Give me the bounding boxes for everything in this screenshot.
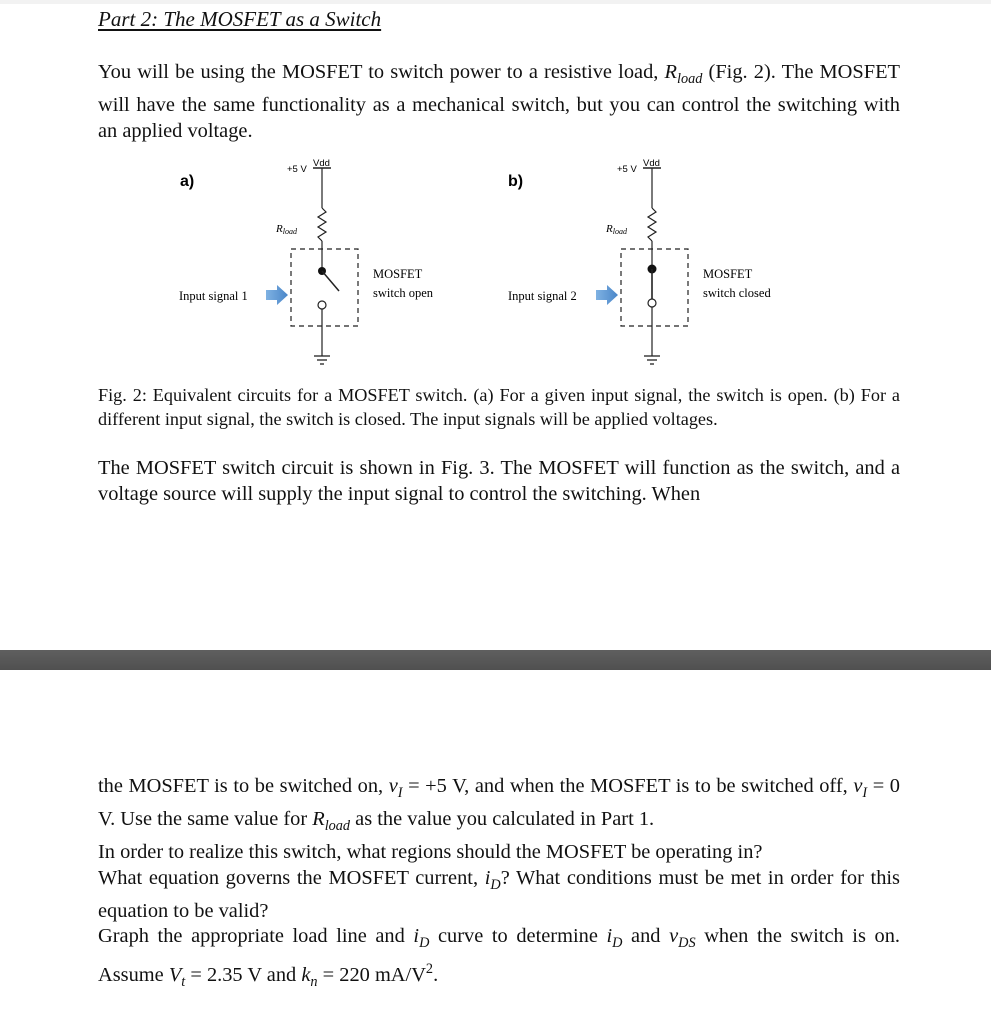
p4-text-3: = 0 V. Use the same value for — [98, 775, 901, 830]
questions-block — [98, 840, 900, 996]
panel-a-switch-line1: MOSFET — [373, 267, 423, 281]
panel-a-input-label: Input signal 1 — [179, 289, 248, 303]
rload-symbol-2 — [312, 807, 351, 834]
page-separator — [0, 650, 991, 670]
intro-text-1: You will be using the MOSFET to switch power to a resistive load, — [98, 61, 665, 83]
panel-b-dashed-box — [621, 249, 688, 326]
q3-text-b: curve to determine — [429, 925, 607, 948]
top-strip — [0, 0, 991, 4]
panel-a-vdd: Vdd — [313, 158, 330, 169]
switch-circuit-paragraph: The MOSFET switch circuit is shown in Fig. 3. The MOSFET will function as the switch, and a voltage source will supply the input signal to control the switching. When — [98, 457, 900, 505]
panel-b-vdd: Vdd — [643, 158, 660, 169]
vt-symbol — [168, 964, 186, 991]
question-2 — [98, 866, 900, 925]
id-i-2: i — [413, 925, 420, 948]
panel-a-rload — [275, 223, 298, 236]
panel-b-switch-line1: MOSFET — [703, 267, 753, 281]
panel-b-supply: +5 V — [617, 164, 637, 175]
vi-v-2: v — [853, 775, 863, 797]
p4-text-4: as the value you calculated in Part 1. — [350, 807, 655, 830]
q3-text-d: when the switch is on. Assume — [98, 925, 900, 987]
p4-text-1: the MOSFET is to be switched on, — [98, 775, 389, 797]
panel-b-label: b) — [508, 173, 524, 190]
panel-b — [508, 158, 771, 364]
figure-2-svg — [0, 140, 991, 380]
rload-sub-2: load — [324, 817, 351, 834]
rload-symbol — [664, 61, 703, 88]
page-bottom — [0, 670, 991, 1024]
vds-sub: DS — [678, 935, 696, 952]
figure-caption: Fig. 2: Equivalent circuits for a MOSFET switch. (a) For a given input signal, the switch is open. (b) For a different input signal, the switch is closed. The input signals will be applied voltages. — [98, 385, 900, 429]
panel-a-rload-r: R — [276, 223, 283, 235]
intro-text-2: (Fig. 2). The MOSFET will have the same functionality as a mechanical switch, but you can control the switching with an applied voltage. — [98, 61, 901, 142]
id-symbol-1 — [484, 866, 501, 893]
id-symbol-3 — [606, 925, 623, 952]
panel-a-switch-arm — [322, 271, 339, 291]
rload-r: R — [664, 61, 677, 83]
panel-b-rload — [605, 223, 628, 236]
q2-text-b: ? What conditions must be met in order for this equation to be valid? — [98, 866, 900, 922]
panel-a-input-arrow — [266, 285, 288, 305]
kn-symbol — [301, 964, 318, 991]
panel-a-switch-contact-bottom — [318, 301, 326, 309]
vt-sub: t — [181, 974, 186, 991]
panel-b-input-arrow — [596, 285, 618, 305]
vds-v: v — [669, 925, 679, 948]
panel-a — [179, 158, 434, 364]
q3-text-e: = 2.35 V and — [185, 964, 302, 987]
q3-text-g: . — [433, 964, 439, 987]
p4-text-2: = +5 V, and when the MOSFET is to be switched off, — [402, 775, 854, 797]
panel-a-label: a) — [180, 173, 195, 190]
question-1: In order to realize this switch, what regions should the MOSFET be operating in? — [98, 841, 763, 863]
kn-sub: n — [310, 974, 318, 991]
vt-v: V — [168, 964, 182, 987]
rload-r-2: R — [312, 807, 325, 830]
q3-sup: 2 — [425, 961, 434, 978]
kn-k: k — [301, 964, 311, 987]
question-3 — [98, 924, 900, 996]
id-sub-2: D — [419, 935, 430, 952]
vi-symbol-1 — [388, 775, 403, 802]
section-heading: Part 2: The MOSFET as a Switch — [98, 7, 382, 31]
panel-b-resistor — [648, 208, 656, 241]
panel-b-switch-line2: switch closed — [703, 286, 771, 300]
intro-paragraph — [98, 60, 900, 144]
vi-sub-1: I — [397, 785, 403, 802]
rload-sub: load — [677, 71, 703, 88]
input-voltage-paragraph — [98, 774, 900, 840]
id-i-3: i — [606, 925, 613, 948]
panel-b-rload-r: R — [606, 223, 613, 235]
vds-symbol — [669, 925, 696, 952]
figure-2 — [0, 140, 991, 380]
id-sub-3: D — [612, 935, 623, 952]
q3-text-a: Graph the appropriate load line and — [98, 925, 414, 948]
panel-a-resistor — [318, 208, 326, 241]
id-i-1: i — [484, 866, 491, 889]
id-sub-1: D — [490, 876, 501, 893]
q2-text-a: What equation governs the MOSFET current, — [98, 866, 485, 889]
q3-text-c: and — [622, 925, 670, 948]
vi-symbol-2 — [853, 775, 868, 802]
panel-b-switch-contact-bottom — [648, 299, 656, 307]
panel-a-switch-line2: switch open — [373, 286, 434, 300]
id-symbol-2 — [413, 925, 430, 952]
vi-v-1: v — [388, 775, 398, 797]
panel-b-rload-sub: load — [612, 227, 627, 236]
q3-text-f: = 220 mA/V — [317, 964, 426, 987]
panel-a-dashed-box — [291, 249, 358, 326]
panel-b-input-label: Input signal 2 — [508, 289, 577, 303]
panel-a-supply: +5 V — [287, 164, 307, 175]
vi-sub-2: I — [862, 785, 868, 802]
panel-a-rload-sub: load — [282, 227, 297, 236]
